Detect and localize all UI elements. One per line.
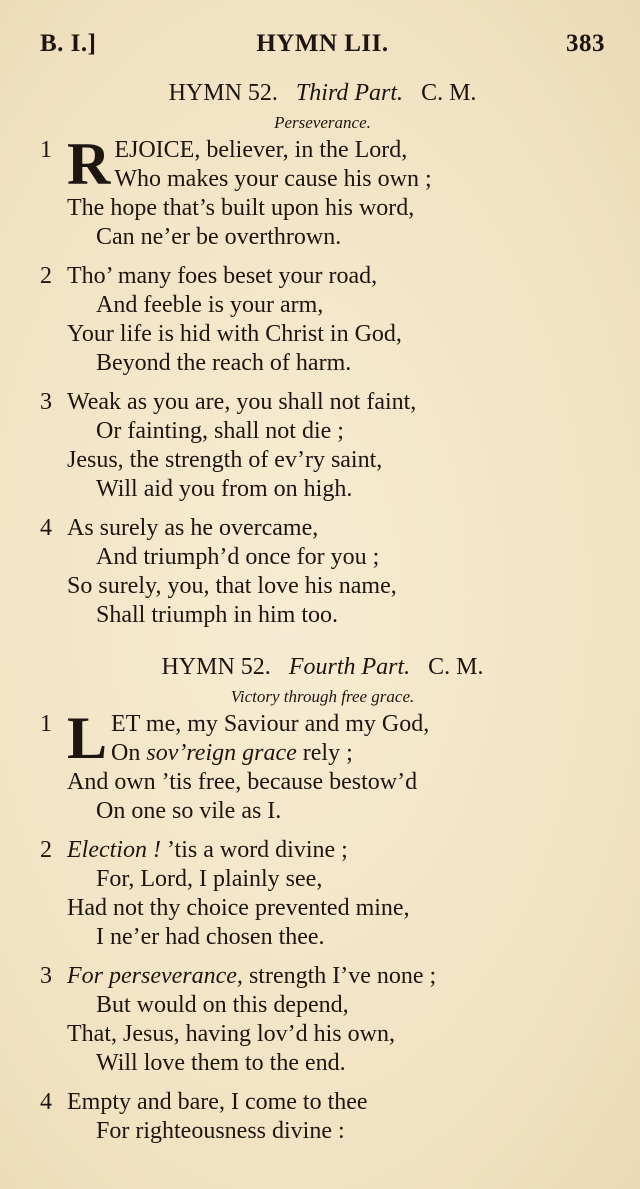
verse-line: Who makes your cause his own ; [114,166,432,192]
verse-line: Beyond the reach of harm. [96,350,352,376]
section-marker: B. I.] [40,30,97,57]
verse-line: I ne’er had chosen thee. [96,924,325,950]
hymn-meter: C. M. [428,654,484,680]
verse-line: And feeble is your arm, [96,292,324,318]
hymn-title [40,652,605,682]
verse-line: Or fainting, shall not die ; [96,418,344,444]
verse-line: Tho’ many foes beset your road, [67,263,378,289]
hymn-number: HYMN 52. [161,654,271,680]
verse-line: Had not thy choice prevented mine, [67,895,410,921]
verse-line: For, Lord, I plainly see, [96,866,323,892]
verse-line: For righteousness divine : [96,1118,345,1144]
verse-line: Shall triumph in him too. [96,602,339,628]
verse-line: Will aid you from on high. [96,476,353,502]
verse-line: So surely, you, that love his name, [67,573,397,599]
drop-cap: R [67,131,111,197]
verse-line: And own ’tis free, because bestow’d [67,769,418,795]
verse-text: strength I’ve none ; [242,963,437,989]
stanza-number: 1 [40,137,52,163]
verse-line: Jesus, the strength of ev’ry saint, [67,447,383,473]
stanza-number: 1 [40,711,52,737]
verse-text: ’tis a word divine ; [160,837,348,863]
verse-line: That, Jesus, having lov’d his own, [67,1021,395,1047]
verse-line: And triumph’d once for you ; [96,544,380,570]
verse-line: The hope that’s built upon his word, [67,195,415,221]
stanza [40,705,605,826]
verse-text: On [111,740,147,766]
verse-line: EJOICE, believer, in the Lord, [114,137,408,163]
verse-line: Empty and bare, I come to thee [67,1089,368,1115]
hymn-subtitle: Perseverance. [274,113,371,132]
hymn-part: Third Part. [295,80,404,106]
stanza [40,514,605,630]
verse-line [67,739,605,768]
stanza [40,262,605,378]
stanza [40,836,605,952]
verse-line: But would on this depend, [96,992,349,1018]
verse-emphasis: For perseverance, [67,963,243,989]
hymn-third-part [40,78,605,630]
stanza [40,388,605,504]
stanza-number: 4 [40,1089,52,1115]
verse-text: rely ; [296,740,353,766]
verse-line [40,836,605,865]
stanza [40,1088,605,1146]
stanza [40,131,605,252]
stanza-number: 3 [40,389,52,415]
stanza-number: 2 [40,837,52,863]
verse-line: Can ne’er be overthrown. [96,224,342,250]
verse-line: Will love them to the end. [96,1050,346,1076]
page-number: 383 [566,30,605,57]
hymn-number: HYMN 52. [168,80,278,106]
stanza [40,962,605,1078]
hymn-meter: C. M. [421,80,477,106]
stanza-number: 2 [40,263,52,289]
hymn-title [40,78,605,108]
hymn-subtitle: Victory through free grace. [230,687,415,706]
verse-line: As surely as he overcame, [67,515,319,541]
verse-line: On one so vile as I. [96,798,282,824]
stanza-number: 3 [40,963,52,989]
verse-line: Your life is hid with Christ in God, [67,321,402,347]
verse-emphasis: Election ! [67,837,161,863]
hymn-fourth-part [40,652,605,1146]
verse-line [40,962,605,991]
stanza-number: 4 [40,515,52,541]
drop-cap: L [67,705,108,771]
verse-line: Weak as you are, you shall not faint, [67,389,417,415]
verse-line: ET me, my Saviour and my God, [111,711,430,737]
hymn-part: Fourth Part. [288,654,411,680]
running-title: HYMN LII. [256,30,389,57]
verse-emphasis: sov’reign grace [146,740,297,766]
running-head [40,30,605,66]
